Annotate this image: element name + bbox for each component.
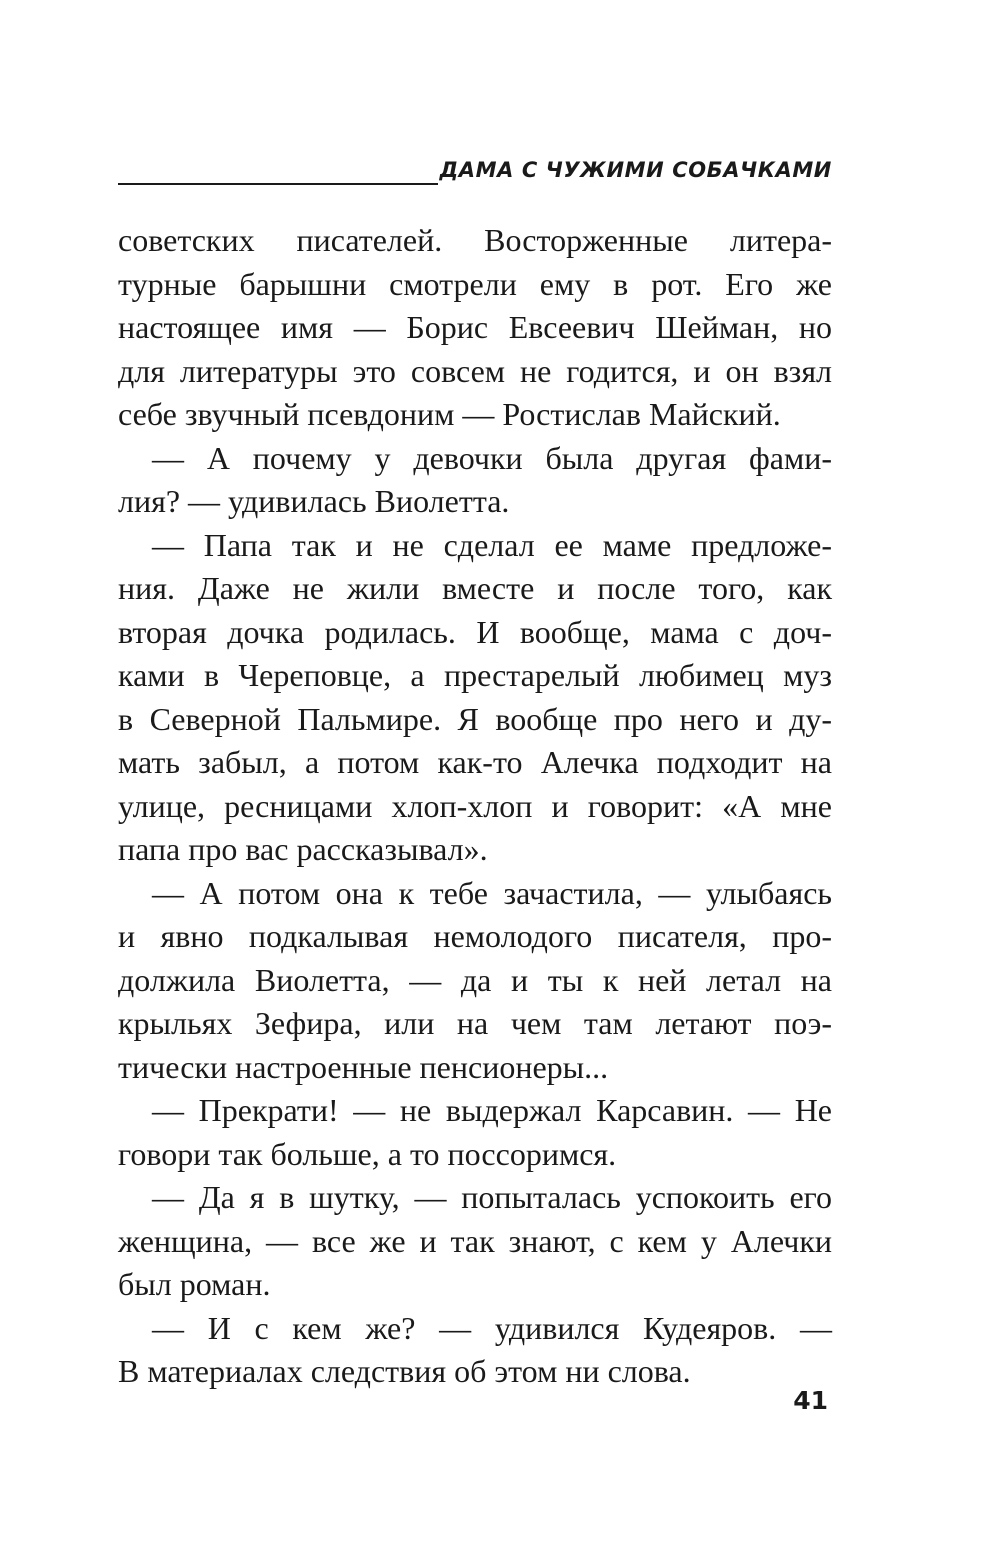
text-line: папа про вас рассказывал». xyxy=(118,831,488,867)
text-line: ками в Череповце, а престарелый любимец муз xyxy=(118,657,832,693)
text-line: был роман. xyxy=(118,1266,271,1302)
text-line: себе звучный псевдоним — Ростислав Майский. xyxy=(118,396,781,432)
text-line: и явно подкалывая немолодого писателя, про- xyxy=(118,918,832,954)
text-line: вторая дочка родилась. И вообще, мама с доч- xyxy=(118,613,832,650)
text-line: тически настроенные пенсионеры... xyxy=(118,1048,609,1085)
page-number: 41 xyxy=(793,1386,828,1415)
text-line: лия? — удивилась Виолетта. xyxy=(118,483,510,519)
running-head-title: ДАМА С ЧУЖИМИ СОБАЧКАМИ xyxy=(439,158,832,182)
body-text xyxy=(118,219,832,1394)
text-line: турные барышни смотрели ему в рот. Его же xyxy=(118,265,832,302)
text-line: — А почему у девочки была другая фами- xyxy=(152,439,832,476)
text-line: женщина, — все же и так знают, с кем у Алечки xyxy=(118,1222,832,1259)
text-line: говори так больше, а то поссоримся. xyxy=(118,1135,617,1172)
text-line: — Папа так и не сделал ее маме предложе- xyxy=(152,526,832,563)
text-line: улице, ресницами хлоп-хлоп и говорит: «А мне xyxy=(118,787,832,824)
text-line: — И с кем же? — удивился Кудеяров. — xyxy=(152,1309,832,1346)
text-line: В материалах следствия об этом ни слова. xyxy=(118,1353,691,1389)
text-line: крыльях Зефира, или на чем там летают поэ- xyxy=(118,1005,832,1041)
text-line: советских писателей. Восторженные литера- xyxy=(118,222,832,258)
text-line: — А потом она к тебе зачастила, — улыбаясь xyxy=(152,874,832,911)
header-rule xyxy=(118,183,438,185)
text-line: в Северной Пальмире. Я вообще про него и ду- xyxy=(118,700,832,737)
text-line: должила Виолетта, — да и ты к ней летал на xyxy=(118,961,832,998)
text-line: настоящее имя — Борис Евсеевич Шейман, но xyxy=(118,309,832,345)
running-head xyxy=(118,158,832,188)
text-line: ния. Даже не жили вместе и после того, как xyxy=(118,570,832,606)
text-line: — Да я в шутку, — попыталась успокоить его xyxy=(152,1179,832,1215)
text-line: мать забыл, а потом как-то Алечка подходит на xyxy=(118,744,832,780)
text-line: для литературы это совсем не годится, и он взял xyxy=(118,352,832,389)
text-line: — Прекрати! — не выдержал Карсавин. — Не xyxy=(152,1092,832,1128)
